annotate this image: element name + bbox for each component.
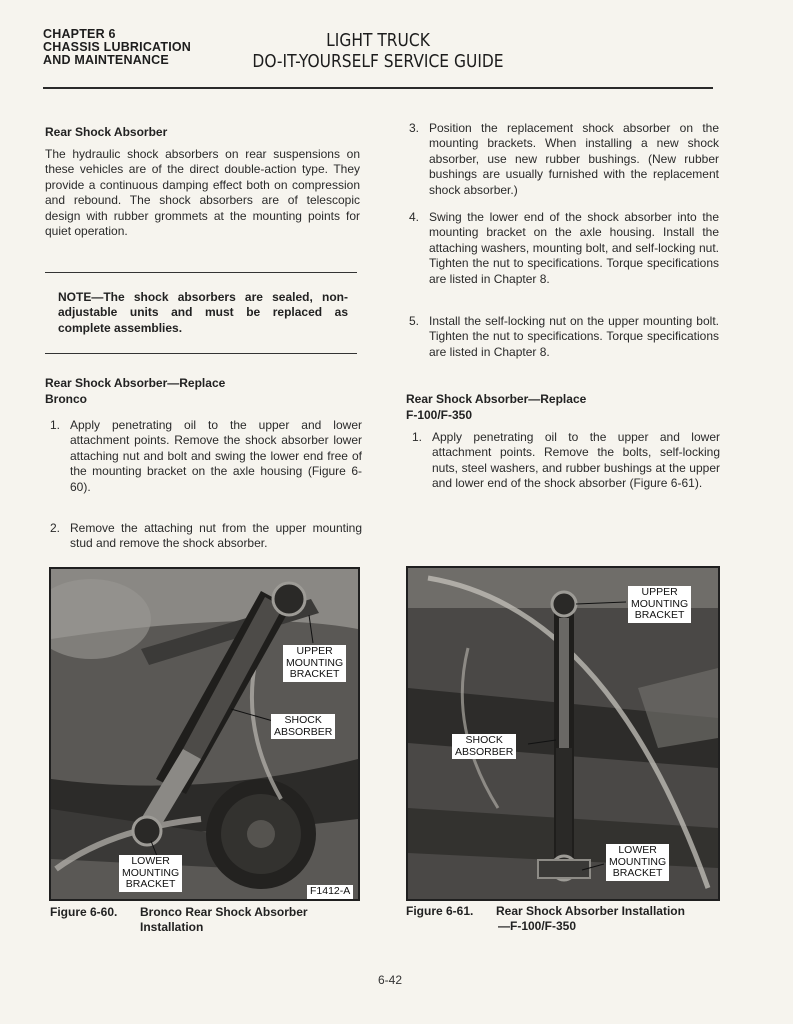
callout-line: BRACKET xyxy=(612,867,663,879)
subsection-heading-f100 xyxy=(406,391,718,423)
step-text: Apply penetrating oil to the upper and lower attachment points. Remove the shock absorber lower attaching nut and bolt and swing the lower end free of the mounting bracket on the axle housing (Figure 6-60). xyxy=(70,418,362,494)
note-text: NOTE—The shock absorbers are sealed, non-adjustable units and must be replaced as complete assemblies. xyxy=(58,290,348,335)
guide-title xyxy=(249,30,507,72)
note-divider-top xyxy=(45,272,357,273)
callout-line: SHOCK xyxy=(284,714,322,726)
callout-shock-absorber xyxy=(452,734,516,759)
callout-line: MOUNTING xyxy=(122,866,180,879)
callout-line: UPPER xyxy=(641,586,678,598)
callout-line: ABSORBER xyxy=(455,745,514,758)
callout-line: LOWER xyxy=(618,844,657,856)
figure-6-60-caption xyxy=(50,905,360,935)
callout-line: BRACKET xyxy=(289,668,340,680)
caption-line: —F-100/F-350 xyxy=(498,919,577,933)
callout-line: LOWER xyxy=(131,855,170,867)
callout-lower-mounting-bracket xyxy=(119,855,182,892)
step-text: Remove the attaching nut from the upper mounting stud and remove the shock absorber. xyxy=(70,521,362,551)
callout-line: MOUNTING xyxy=(286,656,344,669)
callout-shock-absorber xyxy=(271,714,335,739)
subheading-line: Bronco xyxy=(45,392,87,406)
step-text: Apply penetrating oil to the upper and lower attachment points. Remove the bolts, self-locking nuts, steel washers, and rubber bushings at the upper and lower end of the shock absorber (Figure 6-61). xyxy=(432,430,720,491)
figure-6-61-caption xyxy=(406,904,718,934)
step-number: 3. xyxy=(409,121,420,135)
step-number: 2. xyxy=(50,521,61,535)
page-number: 6-42 xyxy=(377,973,403,987)
intro-paragraph: The hydraulic shock absorbers on rear suspensions on these vehicles are of the direct double-action type. They provide a continuous damping effect both on compression and rebound. The shock absorbers are of telescopic design with rubber grommets at the mounting points for quiet operation. xyxy=(45,147,360,239)
callout-upper-mounting-bracket xyxy=(628,586,691,623)
caption-line: Installation xyxy=(140,920,204,934)
caption-label: Figure 6-60. xyxy=(50,905,118,919)
subsection-heading-bronco xyxy=(45,375,357,407)
list-item xyxy=(409,121,719,198)
figure-6-61-photo xyxy=(406,566,720,901)
chapter-line: AND MAINTENANCE xyxy=(43,53,169,67)
subheading-line: Rear Shock Absorber—Replace xyxy=(406,392,587,406)
list-item xyxy=(409,210,719,287)
section-heading: Rear Shock Absorber xyxy=(45,125,168,139)
list-item xyxy=(412,430,720,492)
callout-line: BRACKET xyxy=(634,609,685,621)
list-item xyxy=(50,418,362,495)
chapter-title xyxy=(43,28,223,67)
callout-line: MOUNTING xyxy=(631,597,689,610)
figure-code: F1412-A xyxy=(307,885,353,899)
guide-line: DO-IT-YOURSELF SERVICE GUIDE xyxy=(252,51,504,72)
step-text: Install the self-locking nut on the upper mounting bolt. Tighten the nut to specifications. Torque specifications are listed in Chapter 8. xyxy=(429,314,719,359)
chapter-line: CHASSIS LUBRICATION xyxy=(43,40,192,54)
callout-line: MOUNTING xyxy=(609,855,667,868)
caption-line: Bronco Rear Shock Absorber xyxy=(140,905,308,919)
caption-line: Rear Shock Absorber Installation xyxy=(496,904,685,918)
callout-line: UPPER xyxy=(296,645,333,657)
note-divider-bottom xyxy=(45,353,357,354)
header-rule xyxy=(43,87,713,89)
chapter-line: CHAPTER 6 xyxy=(43,27,116,41)
caption-label: Figure 6-61. xyxy=(406,904,474,918)
step-number: 1. xyxy=(50,418,61,432)
guide-line: LIGHT TRUCK xyxy=(326,30,430,51)
step-text: Swing the lower end of the shock absorber into the mounting bracket on the axle housing. Install the attaching washers, mounting bolt, and self-locking nut. Tighten the nut to specifications. Torque specifications are listed in Chapter 8. xyxy=(429,210,719,286)
callout-line: BRACKET xyxy=(125,878,176,890)
step-number: 4. xyxy=(409,210,420,224)
callout-line: ABSORBER xyxy=(274,725,333,738)
list-item xyxy=(409,314,719,360)
step-number: 1. xyxy=(412,430,423,444)
callout-lower-mounting-bracket xyxy=(606,844,669,881)
step-number: 5. xyxy=(409,314,420,328)
callout-line: SHOCK xyxy=(465,734,503,746)
subheading-line: F-100/F-350 xyxy=(406,408,473,422)
step-text: Position the replacement shock absorber on the mounting brackets. When installing a new shock absorber, use new rubber bushings. (New rubber bushings are usually furnished with the replacement shock absorber.) xyxy=(429,121,719,197)
subheading-line: Rear Shock Absorber—Replace xyxy=(45,376,226,390)
list-item xyxy=(50,521,362,552)
figure-6-60-photo xyxy=(49,567,360,901)
callout-upper-mounting-bracket xyxy=(283,645,346,682)
